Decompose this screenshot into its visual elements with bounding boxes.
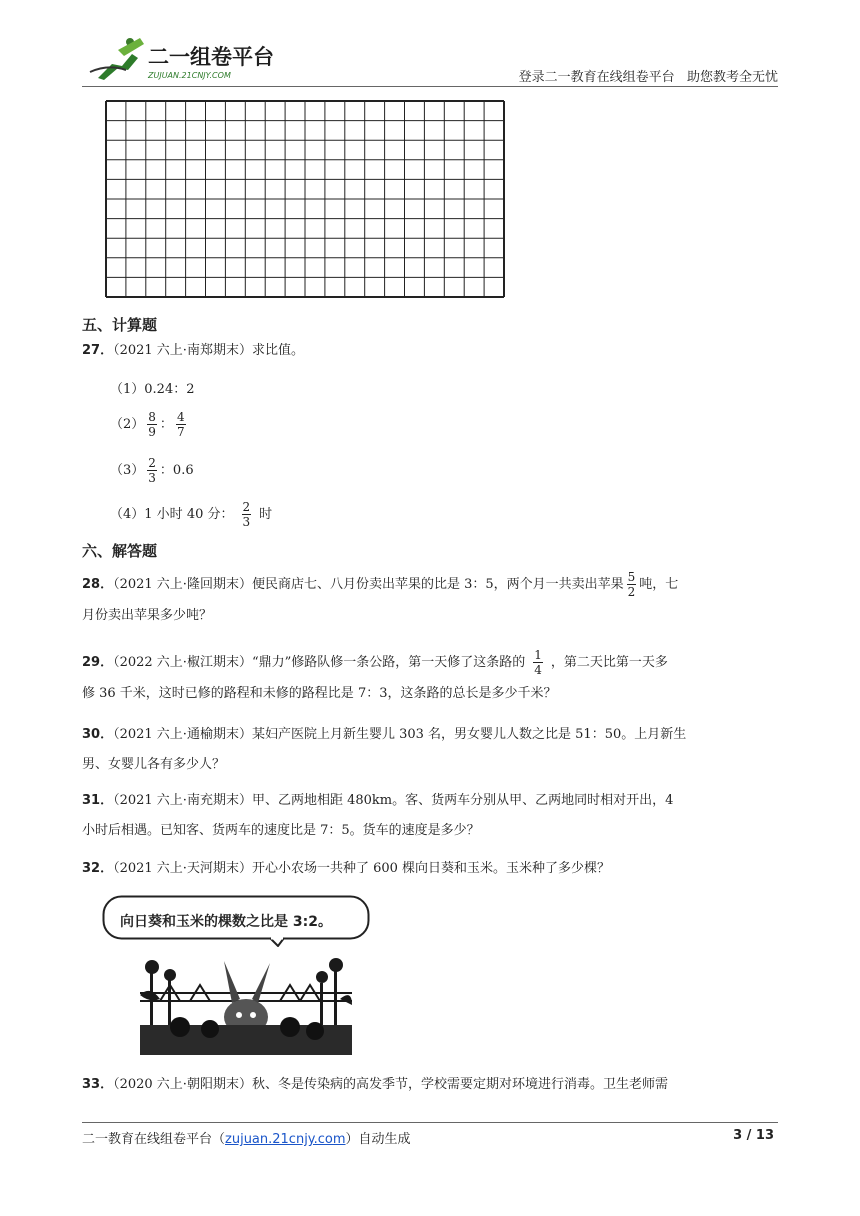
question-number: 33． [82, 1077, 114, 1092]
question-text-line2: 月份卖出苹果多少吨？ [82, 608, 213, 623]
sub-label: （4） [110, 507, 145, 522]
sub-label: （2） [110, 417, 145, 432]
brand-logo [88, 34, 288, 82]
question-number: 30． [82, 727, 114, 742]
footer-text-tail: ）自动生成 [345, 1132, 411, 1147]
question-text: 某妇产医院上月新生婴儿 303 名，男女婴儿人数之比是 51：50。上月新生 [251, 727, 687, 742]
fraction-numerator: 4 [176, 410, 185, 424]
question-number: 29． [82, 655, 114, 670]
footer-divider [82, 1122, 778, 1123]
fraction-denominator: 2 [627, 585, 636, 599]
fraction-numerator: 5 [627, 570, 636, 584]
fraction [627, 570, 637, 599]
question-30 [82, 724, 782, 776]
fraction-numerator: 1 [534, 648, 542, 662]
fraction-numerator: 2 [148, 456, 156, 470]
question-28 [82, 570, 782, 627]
sub-expression-head: 1 小时 40 分： [144, 507, 234, 522]
footer-link[interactable]: zujuan.21cnjy.com [225, 1132, 346, 1147]
runner-icon [90, 38, 144, 80]
sub-question-4 [110, 500, 272, 529]
fraction-denominator: 4 [534, 663, 542, 677]
fraction-denominator: 9 [148, 425, 156, 439]
sub-label: （3） [110, 463, 145, 478]
question-source: （2021 六上·通榆期末） [113, 727, 252, 742]
question-text: 甲、乙两地相距 480km。客、货两车分别从甲、乙两地同时相对开出，4 [251, 793, 674, 808]
question-text: 求比值。 [251, 343, 304, 358]
logo-url-text: ZUJUAN.21CNJY.COM [148, 71, 231, 80]
question-text: 秋、冬是传染病的高发季节，学校需要定期对环境进行消毒。卫生老师需 [251, 1077, 668, 1092]
fraction [147, 456, 157, 485]
question-text-line2: 小时后相遇。已知客、货两车的速度比是 7：5。货车的速度是多少？ [82, 823, 480, 838]
question-source: （2021 六上·南充期末） [113, 793, 252, 808]
question-source: （2022 六上·椒江期末） [113, 655, 252, 670]
question-source: （2021 六上·隆回期末） [113, 577, 252, 592]
question-29 [82, 648, 782, 705]
footer-credit [82, 1128, 411, 1147]
fraction-denominator: 3 [148, 471, 156, 485]
sub-question-3 [110, 456, 194, 485]
question-number: 32． [82, 861, 114, 876]
ratio-sign: ： [159, 417, 173, 432]
sub-expression: 0.24：2 [144, 382, 195, 397]
farm-illustration [140, 955, 352, 1055]
question-text: 开心小农场一共种了 600 棵向日葵和玉米。玉米种了多少棵？ [251, 861, 611, 876]
section-title-word-problems: 六、解答题 [82, 542, 158, 560]
question-source: （2020 六上·朝阳期末） [113, 1077, 252, 1092]
sub-expression-tail: 时 [259, 507, 273, 522]
question-32 [82, 858, 782, 880]
header-divider [82, 86, 778, 87]
question-number: 28． [82, 577, 114, 592]
fraction-numerator: 8 [148, 410, 156, 424]
question-number: 27． [82, 343, 114, 358]
sub-question-2 [110, 410, 189, 439]
question-source: （2021 六上·南郑期末） [113, 343, 252, 358]
sub-expression-tail: ：0.6 [159, 463, 194, 478]
section-title-calculation: 五、计算题 [82, 316, 158, 334]
question-33 [82, 1074, 782, 1096]
question-number: 31． [82, 793, 114, 808]
header-slogan: 登录二一教育在线组卷平台 助您教考全无忧 [518, 70, 778, 85]
question-source: （2021 六上·天河期末） [113, 861, 252, 876]
footer-text: 二一教育在线组卷平台（ [82, 1132, 226, 1147]
fraction-denominator: 7 [176, 425, 185, 439]
fraction [176, 410, 186, 439]
question-text: “鼎力”修路队修一条公路，第一天修了这条路的 [251, 655, 526, 670]
question-text-line2: 男、女婴儿各有多少人？ [82, 757, 226, 772]
fraction [242, 500, 252, 529]
fraction [533, 648, 543, 677]
question-text-cont: ，第二天比第一天多 [550, 655, 668, 670]
logo-cn-text: 二一组卷平台 [148, 45, 274, 69]
graph-paper-grid [105, 100, 505, 298]
fraction-numerator: 2 [242, 500, 251, 514]
question-31 [82, 790, 782, 842]
speech-bubble-text: 向日葵和玉米的棵数之比是 3:2。 [120, 914, 332, 930]
question-text: 便民商店七、八月份卖出苹果的比是 3：5，两个月一共卖出苹果 [251, 577, 624, 592]
fraction-denominator: 3 [242, 515, 251, 529]
sub-label: （1） [110, 382, 145, 397]
fraction [147, 410, 157, 439]
question-text-cont: 吨，七 [639, 577, 679, 592]
sub-question-1 [110, 378, 195, 397]
question-27 [82, 340, 782, 362]
page-number: 3 / 13 [733, 1128, 774, 1143]
question-text-line2: 修 36 千米，这时已修的路程和未修的路程比是 7：3，这条路的总长是多少千米？ [82, 686, 557, 701]
